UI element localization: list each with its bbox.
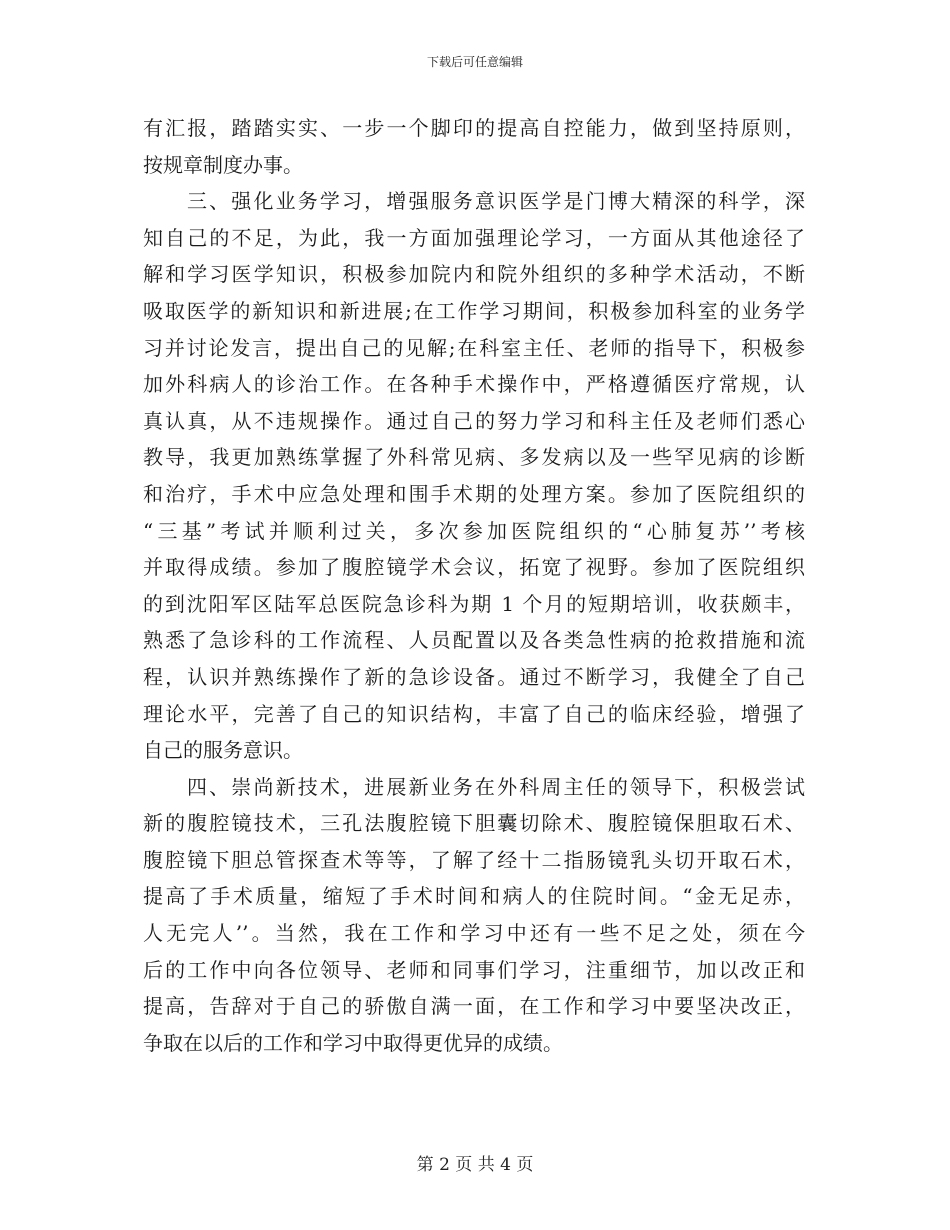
text-line: 腹腔镜下胆总管探查术等等，了解了经十二指肠镜乳头切开取石术， [143, 847, 805, 872]
text-line: 并取得成绩。参加了腹腔镜学术会议，拓宽了视野。参加了医院组织 [143, 555, 805, 580]
text-line: 加外科病人的诊治工作。在各种手术操作中，严格遵循医疗常规，认 [143, 372, 805, 397]
text-line: 提高了手术质量，缩短了手术时间和病人的住院时间。“金无足赤， [143, 884, 805, 909]
text-line: 人无完人’’。当然，我在工作和学习中还有一些不足之处，须在今 [143, 921, 805, 946]
text-line: 理论水平，完善了自己的知识结构，丰富了自己的临床经验，增强了 [143, 701, 805, 726]
text-line: 和治疗，手术中应急处理和围手术期的处理方案。参加了医院组织的 [143, 481, 805, 506]
paragraph-section-four [143, 769, 805, 1062]
text-line: 熟悉了急诊科的工作流程、人员配置以及各类急性病的抢救措施和流 [143, 628, 805, 653]
paragraph-continuation [143, 110, 805, 183]
text-line: 按规章制度办事。 [143, 152, 303, 177]
text-line: “三基”考试并顺利过关，多次参加医院组织的“心肺复苏’’考核 [143, 518, 805, 543]
text-line: 真认真，从不违规操作。通过自己的努力学习和科主任及老师们悉心 [143, 408, 805, 433]
text-line: 吸取医学的新知识和新进展;在工作学习期间，积极参加科室的业务学 [143, 298, 805, 323]
page-number-footer: 第 2 页 共 4 页 [416, 1155, 534, 1175]
header-note: 下载后可任意编辑 [426, 55, 523, 69]
text-line: 教导，我更加熟练掌握了外科常见病、多发病以及一些罕见病的诊断 [143, 445, 805, 470]
document-body [143, 110, 805, 1061]
section-heading-line: 四、崇尚新技术，进展新业务在外科周主任的领导下，积极尝试 [187, 774, 805, 799]
section-heading-line: 三、强化业务学习，增强服务意识医学是门博大精深的科学，深 [187, 189, 805, 214]
text-line: 习并讨论发言，提出自己的见解;在科室主任、老师的指导下，积极参 [143, 335, 805, 360]
text-line: 争取在以后的工作和学习中取得更优异的成绩。 [143, 1030, 563, 1055]
text-line: 自己的服务意识。 [143, 738, 303, 763]
paragraph-section-three [143, 183, 805, 769]
text-line: 提高，告辞对于自己的骄傲自满一面，在工作和学习中要坚决改正， [143, 994, 805, 1019]
text-line: 知自己的不足，为此，我一方面加强理论学习，一方面从其他途径了 [143, 225, 805, 250]
text-line: 的到沈阳军区陆军总医院急诊科为期 1 个月的短期培训，收获颇丰， [143, 591, 805, 616]
text-line: 后的工作中向各位领导、老师和同事们学习，注重细节，加以改正和 [143, 957, 805, 982]
text-line: 新的腹腔镜技术，三孔法腹腔镜下胆囊切除术、腹腔镜保胆取石术、 [143, 811, 805, 836]
text-line: 程，认识并熟练操作了新的急诊设备。通过不断学习，我健全了自己 [143, 664, 805, 689]
text-line: 解和学习医学知识，积极参加院内和院外组织的多种学术活动，不断 [143, 262, 805, 287]
text-line: 有汇报，踏踏实实、一步一个脚印的提高自控能力，做到坚持原则， [143, 116, 805, 140]
